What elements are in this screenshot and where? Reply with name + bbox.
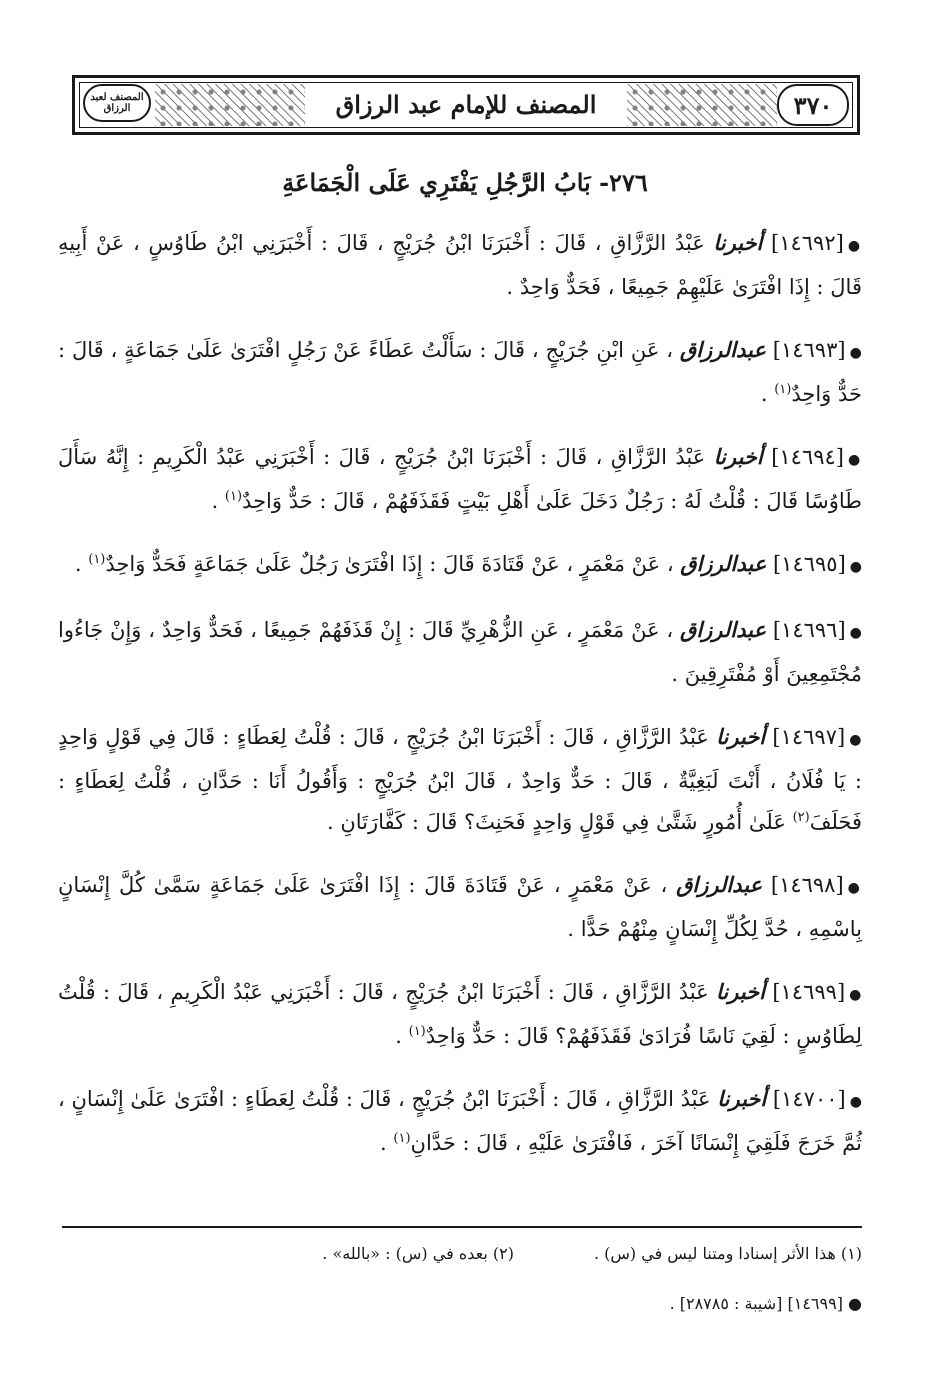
hadith-number: [١٤٦٩٦] (772, 618, 846, 642)
hadith-lead: عبدالرزاق (676, 872, 763, 897)
footnote-1: (١) هذا الأثر إسنادا ومتنا ليس في (س) . (593, 1244, 862, 1263)
hadith-number: [١٤٦٩٥] (772, 552, 846, 576)
bullet-icon: ● (849, 732, 862, 748)
footnote-divider (62, 1226, 862, 1228)
footnote-2: (٢) بعده في (س) : «بالله» . (322, 1244, 514, 1263)
footnote-ref: (١) (88, 552, 106, 567)
hadith-number: [١٤٦٩٤] (771, 445, 844, 469)
hadith-text: عَبْدُ الرَّزَّاقِ ، قَالَ : أَخْبَرَنَا ابْنُ جُرَيْجٍ ، قَالَ : قُلْتُ لِعَطَاءٍ : قَالَ فِي قَوْلٍ وَاحِدٍ : يَا فُلَانُ ، أَنْتَ لَبَغِيَّةٌ ، قَالَ : حَدٌّ وَاحِدٌ ، قَالَ ابْنُ جُرَيْجٍ : وَأَقُولُ أَنَا : حَدَّانِ ، قُلْتُ لِعَطَاءٍ : فَحَلَفَ (58, 725, 862, 834)
hadith-number: [١٤٦٩٢] (771, 231, 844, 255)
header-ornament-right (627, 84, 777, 126)
hadith-text: ، عَنْ مَعْمَرٍ ، عَنِ الزُّهْرِيِّ قَالَ : إِنْ قَذَفَهُمْ جَمِيعًا ، فَحَدٌّ وَاحِدٌ ، وَإِنْ جَاءُوا مُجْتَمِعِينَ أَوْ مُفْتَرِقِينَ . (58, 618, 862, 686)
bullet-icon: ● (849, 625, 863, 641)
hadith-text: عَبْدُ الرَّزَّاقِ ، قَالَ : أَخْبَرَنَا ابْنُ جُرَيْجٍ ، قَالَ : أَخْبَرَنِي عَبْدُ الْكَرِيمِ : إِنَّهُ سَأَلَ طَاوُسًا قَالَ : قُلْتُ لَهُ : رَجُلٌ دَخَلَ عَلَىٰ أَهْلِ بَيْتٍ فَقَذَفَهُمْ ، قَالَ : حَدٌّ وَاحِدٌ (58, 445, 862, 513)
page-header (72, 75, 860, 135)
hadith-lead: أخبرنا (716, 979, 765, 1004)
page-number: ٣٧٠ (777, 84, 849, 126)
bullet-icon: ● (849, 345, 862, 361)
hadith-number: [١٤٧٠٠] (772, 1087, 846, 1111)
hadith-lead: عبدالرزاق (679, 337, 766, 362)
hadith-number: [١٤٦٩٩] (772, 980, 846, 1004)
footnote-ref: (١) (224, 489, 243, 504)
hadith-entry: ●[١٤٧٠٠] أخبرنا عَبْدُ الرَّزَّاقِ ، قَالَ : أَخْبَرَنَا ابْنُ جُرَيْجٍ ، قَالَ : قُلْتُ لِعَطَاءٍ : افْتَرَىٰ عَلَىٰ إِنْسَانٍ ، ثُمَّ خَرَجَ فَلَقِيَ إِنْسَانًا آخَرَ ، فَافْتَرَىٰ عَلَيْهِ ، قَالَ : حَدَّانِ$^{(١)}$ . (58, 1086, 862, 1155)
footnotes (58, 1240, 862, 1318)
hadith-number: [١٤٦٩٧] (772, 725, 846, 749)
hadith-list (58, 222, 862, 1185)
book-logo: المصنف لعبد الرزاق (83, 84, 151, 122)
hadith-text: ، عَنْ مَعْمَرٍ ، عَنْ قَتَادَةَ قَالَ : إِذَا افْتَرَىٰ رَجُلٌ عَلَىٰ جَمَاعَةٍ فَحَدٌّ وَاحِدٌ (105, 552, 674, 576)
bullet-icon: ● (849, 987, 863, 1003)
hadith-number: [١٤٦٩٨] (770, 873, 844, 897)
hadith-entry: ●[١٤٦٩٥] عبدالرزاق ، عَنْ مَعْمَرٍ ، عَنْ قَتَادَةَ قَالَ : إِذَا افْتَرَىٰ رَجُلٌ عَلَىٰ جَمَاعَةٍ فَحَدٌّ وَاحِدٌ$^{(١)}$ . (74, 551, 862, 576)
hadith-text: ، عَنْ مَعْمَرٍ ، عَنْ قَتَادَةَ قَالَ : إِذَا افْتَرَىٰ عَلَىٰ جَمَاعَةٍ سَمَّىٰ كُلَّ إِنْسَانٍ بِاسْمِهِ ، حُدَّ لِكُلِّ إِنْسَانٍ مِنْهُمْ حَدًّا . (58, 873, 862, 941)
source-reference: ● [١٤٦٩٩] [شيبة : ٢٨٧٨٥] . (669, 1294, 862, 1313)
hadith-text: ، عَنِ ابْنِ جُرَيْجٍ ، قَالَ : سَأَلْتُ عَطَاءً عَنْ رَجُلٍ افْتَرَىٰ عَلَىٰ جَمَاعَةٍ ، قَالَ : حَدٌّ وَاحِدٌ (58, 338, 862, 406)
chapter-title: ٢٧٦- بَابُ الرَّجُلِ يَفْتَرِي عَلَى الْجَمَاعَةِ (282, 168, 648, 197)
hadith-entry: ●[١٤٦٩٩] أخبرنا عَبْدُ الرَّزَّاقِ ، قَالَ : أَخْبَرَنَا ابْنُ جُرَيْجٍ ، قَالَ : أَخْبَرَنِي عَبْدُ الْكَرِيمِ ، قَالَ : قُلْتُ لِطَاوُسٍ : لَقِيَ نَاسًا فُرَادَىٰ فَقَذَفَهُمْ؟ قَالَ : حَدٌّ وَاحِدٌ$^{(١)}$ . (58, 979, 863, 1048)
hadith-lead: أخبرنا (713, 230, 763, 255)
hadith-text: عَبْدُ الرَّزَّاقِ ، قَالَ : أَخْبَرَنَا ابْنُ جُرَيْجٍ ، قَالَ : أَخْبَرَنِي عَبْدُ الْكَرِيمِ ، قَالَ : قُلْتُ لِطَاوُسٍ : لَقِيَ نَاسًا فُرَادَىٰ فَقَذَفَهُمْ؟ قَالَ : حَدٌّ وَاحِدٌ (58, 980, 862, 1048)
hadith-lead: عبدالرزاق (680, 617, 767, 642)
footnote-ref: (١) (774, 382, 792, 397)
hadith-entry (58, 864, 862, 950)
bullet-icon: ● (847, 238, 862, 254)
footnote-ref: (٢) (792, 810, 810, 825)
hadith-text: عَبْدُ الرَّزَّاقِ ، قَالَ : أَخْبَرَنَا ابْنُ جُرَيْجٍ ، قَالَ : أَخْبَرَنِي ابْنُ طَاوُسٍ ، عَنْ أَبِيهِ قَالَ : إِذَا افْتَرَىٰ عَلَيْهِمْ جَمِيعًا ، فَحَدٌّ وَاحِدٌ . (58, 231, 862, 299)
hadith-number: [١٤٦٩٣] (772, 338, 846, 362)
bullet-icon: ● (848, 452, 862, 468)
hadith-text-continued: عَلَىٰ أُمُورٍ شَتَّىٰ فِي قَوْلٍ وَاحِدٍ فَحَنِثَ؟ قَالَ : كَفَّارَتَانِ . (326, 810, 786, 834)
header-ornament-left (155, 84, 305, 126)
hadith-lead: أخبرنا (716, 724, 766, 749)
bullet-icon: ● (847, 880, 862, 896)
footnote-ref: (١) (393, 1131, 411, 1146)
bullet-icon: ● (849, 1094, 862, 1110)
hadith-entry: ●[١٤٦٩٣] عبدالرزاق ، عَنِ ابْنِ جُرَيْجٍ ، قَالَ : سَأَلْتُ عَطَاءً عَنْ رَجُلٍ افْتَرَىٰ عَلَىٰ جَمَاعَةٍ ، قَالَ : حَدٌّ وَاحِدٌ$^{(١)}$ . (58, 337, 862, 406)
hadith-lead: أخبرنا (717, 1086, 767, 1111)
bullet-icon: ● (849, 559, 862, 575)
book-title: المصنف للإمام عبد الرزاق (315, 86, 617, 122)
footnote-row (58, 1240, 862, 1268)
hadith-lead: عبدالرزاق (680, 551, 767, 576)
hadith-entry: ●[١٤٦٩٤] أخبرنا عَبْدُ الرَّزَّاقِ ، قَالَ : أَخْبَرَنَا ابْنُ جُرَيْجٍ ، قَالَ : أَخْبَرَنِي عَبْدُ الْكَرِيمِ : إِنَّهُ سَأَلَ طَاوُسًا قَالَ : قُلْتُ لَهُ : رَجُلٌ دَخَلَ عَلَىٰ أَهْلِ بَيْتٍ فَقَذَفَهُمْ ، قَالَ : حَدٌّ وَاحِدٌ$^{(١)}$ . (58, 444, 862, 513)
hadith-entry (58, 609, 862, 695)
footnote-ref: (١) (408, 1024, 426, 1039)
hadith-text: عَبْدُ الرَّزَّاقِ ، قَالَ : أَخْبَرَنَا ابْنُ جُرَيْجٍ ، قَالَ : قُلْتُ لِعَطَاءٍ : افْتَرَىٰ عَلَىٰ إِنْسَانٍ ، ثُمَّ خَرَجَ فَلَقِيَ إِنْسَانًا آخَرَ ، فَافْتَرَىٰ عَلَيْهِ ، قَالَ : حَدَّانِ (58, 1087, 862, 1155)
hadith-entry (58, 716, 862, 843)
hadith-lead: أخبرنا (713, 444, 763, 469)
hadith-entry (58, 222, 862, 308)
